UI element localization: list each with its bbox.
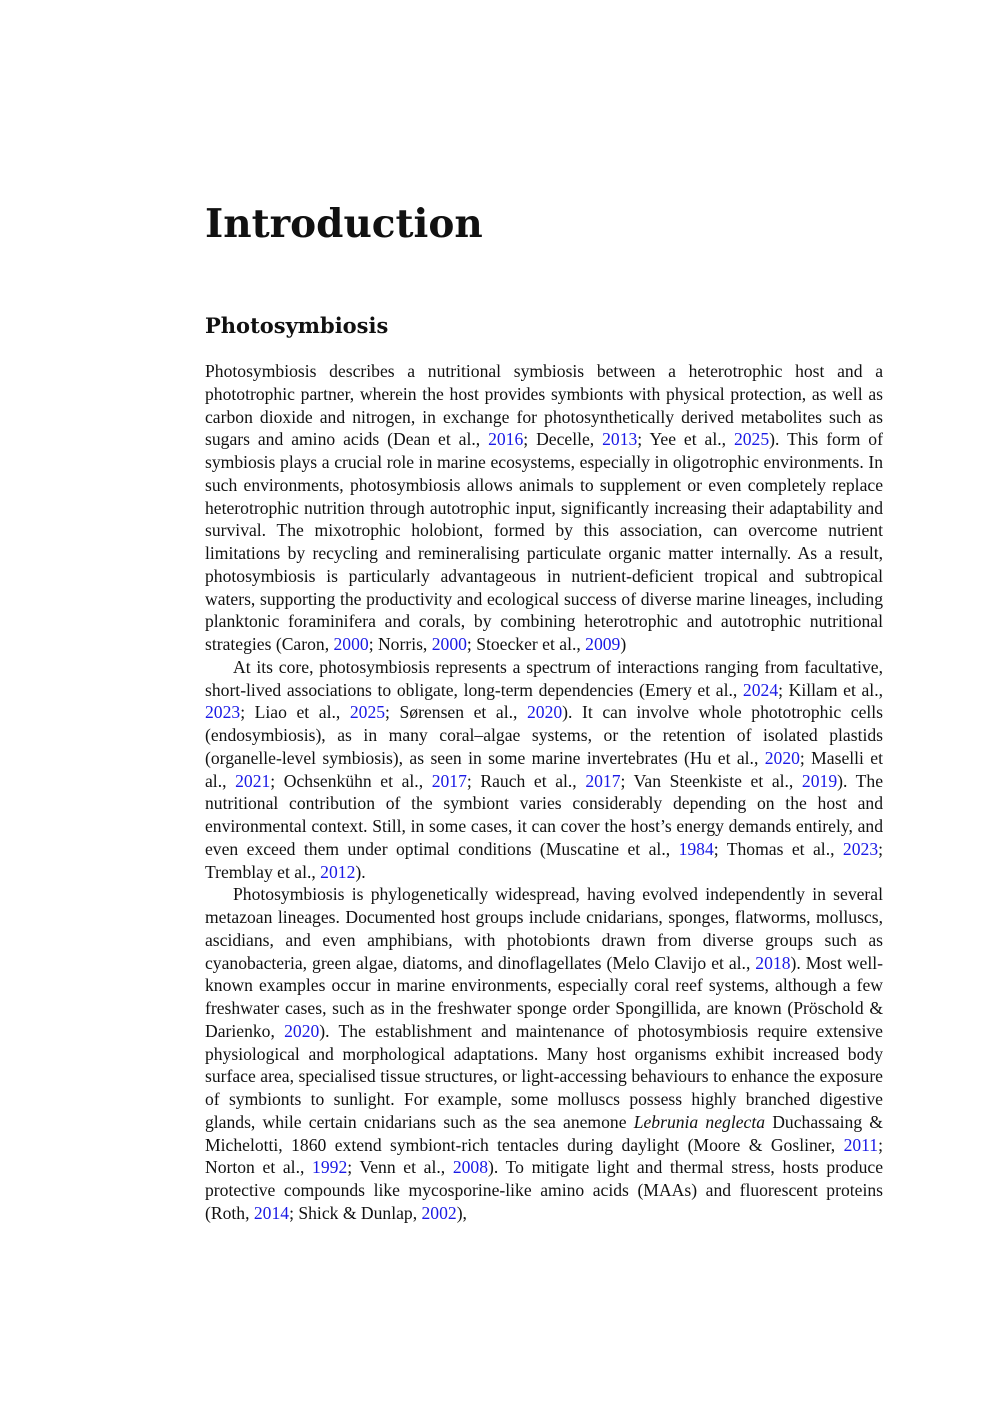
paragraph-text: ; Ochsenkühn et al.,	[270, 770, 432, 791]
citation-link[interactable]: 2000	[431, 634, 467, 654]
paragraph-text: Duchassaing & Michelotti, 1860 extend symbiont-rich tentacles during daylight (Moore & Gosliner,	[205, 1111, 883, 1155]
citation-link[interactable]: 2017	[585, 770, 621, 791]
paragraph	[205, 656, 883, 884]
citation-link[interactable]: 2025	[349, 702, 386, 723]
body-text	[205, 360, 883, 1225]
citation-link[interactable]: 2002	[421, 1202, 457, 1223]
paragraph-text: ). This form of symbiosis plays a crucial role in marine ecosystems, especially in oligotrophic environments. In such environments, photosymbiosis allows animals to supplement or even completely replace heterotrophic nutrition through autotrophic input, significantly increasing their adaptability and survival. The mixotrophic holobiont, formed by this association, can overcome nutrient limitations by recycling and remineralising particulate organic matter internally. As a result, photosymbiosis is particularly advantageous in nutrient-deficient tropical and subtropical waters, supporting the productivity and ecological success of diverse marine lineages, including planktonic foraminifera and corals, by combining heterotrophic and autotrophic nutritional strategies (Caron,	[205, 429, 883, 654]
paragraph-text: ; Liao et al.,	[240, 702, 350, 723]
citation-link[interactable]: 2012	[320, 861, 356, 882]
citation-link[interactable]: 2019	[801, 770, 838, 791]
citation-link[interactable]: 1992	[312, 1157, 348, 1178]
paragraph-text: ). The nutritional contribution of the symbiont varies considerably depending on the host and environmental context. Still, in some cases, it can cover the host’s energy demands entirely, and even exceed them under optimal conditions (Muscatine et al.,	[205, 770, 883, 859]
citation-link[interactable]: 1984	[678, 838, 714, 859]
citation-link[interactable]: 2024	[742, 679, 779, 700]
citation-link[interactable]: 2023	[842, 838, 879, 859]
citation-link[interactable]: 2020	[284, 1020, 320, 1041]
paragraph-text: ),	[456, 1202, 467, 1223]
citation-link[interactable]: 2017	[431, 770, 467, 791]
paragraph-text: ; Tremblay et al.,	[205, 838, 883, 882]
paragraph-text: ; Norton et al.,	[205, 1134, 883, 1178]
paragraph-text: ; Thomas et al.,	[713, 838, 843, 859]
citation-link[interactable]: 2018	[755, 952, 791, 973]
paragraph-text: ). It can involve whole phototrophic cells (endosymbiosis), as in many coral–algae systems, or the retention of isolated plastids (organelle-level symbiosis), as seen in some marine invertebrates (Hu et al.,	[205, 702, 884, 768]
paragraph-text: ; Maselli et al.,	[205, 747, 883, 791]
species-name: Lebrunia neglecta	[633, 1111, 766, 1132]
chapter-title: Introduction	[205, 201, 483, 247]
paragraph-text: ; Stoecker et al.,	[466, 634, 586, 654]
paragraph-text: ; Decelle,	[523, 429, 603, 450]
citation-link[interactable]: 2020	[764, 747, 800, 768]
paragraph-text: ; Sørensen et al.,	[385, 702, 527, 723]
citation-link[interactable]: 2021	[235, 770, 271, 791]
paragraph	[205, 360, 883, 656]
paragraph-text: ; Yee et al.,	[637, 429, 734, 450]
citation-link[interactable]: 2011	[843, 1134, 879, 1155]
citation-link[interactable]: 2009	[585, 634, 621, 654]
citation-link[interactable]: 2016	[488, 429, 524, 450]
citation-link[interactable]: 2020	[526, 702, 563, 723]
paragraph-text: ; Van Steenkiste et al.,	[620, 770, 802, 791]
paragraph-text: Photosymbiosis is phylogenetically widespread, having evolved independently in several metazoan lineages. Documented host groups include cnidarians, sponges, flatworms, molluscs, ascidians, and even amphibians, with photobionts drawn from diverse groups such as cyanobacteria, green algae, diatoms, and dinoflagellates (Melo Clavijo et al.,	[205, 884, 883, 973]
paragraph-text: At its core, photosymbiosis represents a spectrum of interactions ranging from facultative, short-lived associations to obligate, long-term dependencies (Emery et al.,	[205, 656, 883, 700]
paragraph-text: ; Norris,	[368, 634, 432, 654]
paragraph-text: ; Shick & Dunlap,	[289, 1202, 422, 1223]
paragraph-text: ). The establishment and maintenance of photosymbiosis require extensive physiological and morphological adaptations. Many host organisms exhibit increased body surface area, specialised tissue structures, or light-accessing behaviours to enhance the exposure of symbionts to sunlight. For example, some molluscs possess highly branched digestive glands, while certain cnidarians such as the sea anemone	[205, 1020, 883, 1132]
paragraph-text: Photosymbiosis describes a nutritional symbiosis between a heterotrophic host and a phototrophic partner, wherein the host provides symbionts with physical protection, as well as carbon dioxide and nitrogen, in exchange for photosynthetically derived metabolites such as sugars and amino acids (Dean et al.,	[205, 361, 883, 450]
paragraph-text: ; Venn et al.,	[347, 1157, 453, 1178]
paragraph-text: )	[620, 634, 627, 654]
paragraph-text: ). Most well-known examples occur in marine environments, especially coral reef systems, although a few freshwater cases, such as in the freshwater sponge order Spongillida, are known (Pröschold & Darienko,	[205, 952, 883, 1041]
citation-link[interactable]: 2025	[733, 429, 770, 450]
paragraph-text: ; Killam et al.,	[778, 679, 883, 700]
citation-link[interactable]: 2013	[602, 429, 638, 450]
citation-link[interactable]: 2014	[253, 1202, 290, 1223]
section-title: Photosymbiosis	[205, 313, 389, 338]
citation-link[interactable]: 2023	[205, 702, 241, 723]
citation-link[interactable]: 2008	[452, 1157, 489, 1178]
paragraph-text: ; Rauch et al.,	[466, 770, 586, 791]
citation-link[interactable]: 2000	[333, 634, 369, 654]
paragraph-text: ).	[355, 861, 366, 882]
paragraph	[205, 883, 883, 1224]
paragraph-text: ). To mitigate light and thermal stress, hosts produce protective compounds like mycosporine-like amino acids (MAAs) and fluorescent proteins (Roth,	[205, 1157, 883, 1223]
